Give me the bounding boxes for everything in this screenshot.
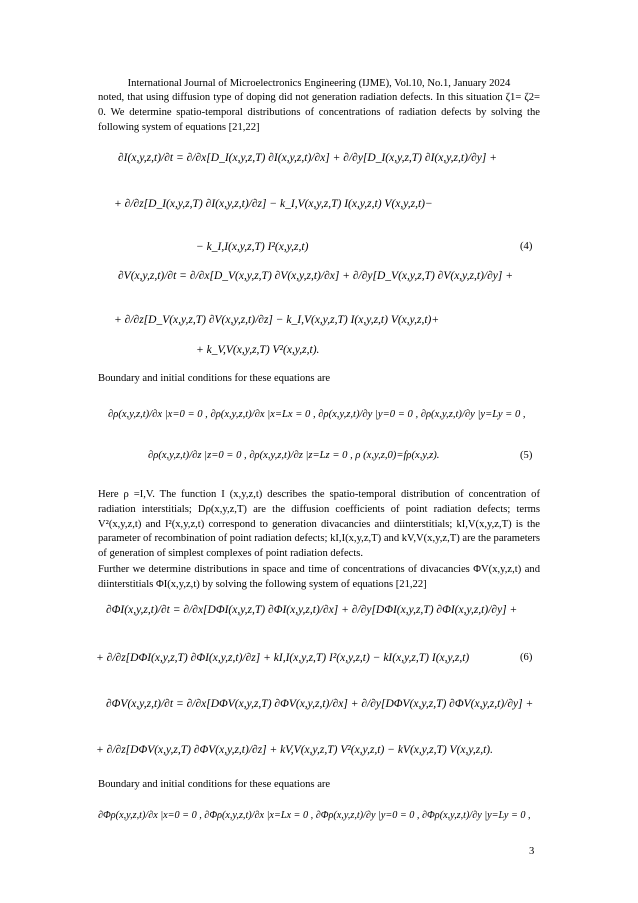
equation-7-line-1: ∂Φρ(x,y,z,t)/∂x |x=0 = 0 , ∂Φρ(x,y,z,t)/∂x |x=Lx = 0 , ∂Φρ(x,y,z,t)/∂y |y=0 = 0 , ∂Φρ(x,y,z,t)/∂y |y=Ly = 0 , <box>98 810 531 821</box>
equation-6-line-3: ∂ΦV(x,y,z,t)/∂t = ∂/∂x[DΦV(x,y,z,T) ∂ΦV(x,y,z,t)/∂x] + ∂/∂y[DΦV(x,y,z,T) ∂ΦV(x,y,z,t)/∂y] + <box>106 698 534 710</box>
equation-4-line-2: + ∂/∂z[D_I(x,y,z,T) ∂I(x,y,z,t)/∂z] − k_I,V(x,y,z,T) I(x,y,z,t) V(x,y,z,t)− <box>114 198 433 210</box>
paragraph-definitions: Here ρ =I,V. The function I (x,y,z,t) describes the spatio-temporal distribution of concentration of radiation interstitials; Dρ(x,y,z,T) are the diffusion coefficients of point radiation defects; terms V²(x,y,z,t) and I²(x,y,z,t) correspond to generation divacancies and diinterstitials; kI,V(x,y,z,T) is the parameter of recombination of point radiation defects; kI,I(x,y,z,T) and kV,V(x,y,z,T) are the parameters of generation of simplest complexes of point radiation defects. <box>98 489 541 560</box>
journal-header: International Journal of Microelectronics Engineering (IJME), Vol.10, No.1, January 2024 <box>127 78 511 89</box>
page-number: 3 <box>529 846 535 857</box>
equation-6-line-1: ∂ΦI(x,y,z,t)/∂t = ∂/∂x[DΦI(x,y,z,T) ∂ΦI(x,y,z,t)/∂x] + ∂/∂y[DΦI(x,y,z,T) ∂ΦI(x,y,z,t)/∂y] + <box>106 604 518 616</box>
equation-4-line-6: + k_V,V(x,y,z,T) V²(x,y,z,t). <box>196 344 320 356</box>
paragraph-intro: noted, that using diffusion type of doping did not generation radiation defects. In this situation ζ1= ζ2= 0. We determine spatio-temporal distributions of concentrations of radiation defects by solving the following system of equations [21,22] <box>98 92 540 133</box>
paragraph-boundary-2: Boundary and initial conditions for these equations are <box>98 779 331 790</box>
equation-4-number: (4) <box>520 241 533 252</box>
equation-5-number: (5) <box>520 450 533 461</box>
paragraph-boundary-1: Boundary and initial conditions for these equations are <box>98 373 331 384</box>
paragraph-complexes: Further we determine distributions in space and time of concentrations of divacancies ΦV(x,y,z,t) and diinterstitials ΦI(x,y,z,t) by solving the following system of equations [21,22] <box>98 564 540 590</box>
equation-6-line-4: + ∂/∂z[DΦV(x,y,z,T) ∂ΦV(x,y,z,t)/∂z] + kV,V(x,y,z,T) V²(x,y,z,t) − kV(x,y,z,T) V(x,y,z,t). <box>96 744 493 756</box>
equation-4-line-3: − k_I,I(x,y,z,T) I²(x,y,z,t) <box>196 241 309 253</box>
equation-5-line-2: ∂ρ(x,y,z,t)/∂z |z=0 = 0 , ∂ρ(x,y,z,t)/∂z |z=Lz = 0 , ρ (x,y,z,0)=fρ(x,y,z). <box>148 450 440 461</box>
equation-4-line-1: ∂I(x,y,z,t)/∂t = ∂/∂x[D_I(x,y,z,T) ∂I(x,y,z,t)/∂x] + ∂/∂y[D_I(x,y,z,T) ∂I(x,y,z,t)/∂y] + <box>118 152 498 164</box>
equation-6-number: (6) <box>520 652 533 663</box>
equation-4-line-5: + ∂/∂z[D_V(x,y,z,T) ∂V(x,y,z,t)/∂z] − k_I,V(x,y,z,T) I(x,y,z,t) V(x,y,z,t)+ <box>114 314 440 326</box>
equation-6-line-2: + ∂/∂z[DΦI(x,y,z,T) ∂ΦI(x,y,z,t)/∂z] + kI,I(x,y,z,T) I²(x,y,z,t) − kI(x,y,z,T) I(x,y,z,t) <box>96 652 470 664</box>
equation-4-line-4: ∂V(x,y,z,t)/∂t = ∂/∂x[D_V(x,y,z,T) ∂V(x,y,z,t)/∂x] + ∂/∂y[D_V(x,y,z,T) ∂V(x,y,z,t)/∂y] + <box>118 270 513 282</box>
equation-5-line-1: ∂ρ(x,y,z,t)/∂x |x=0 = 0 , ∂ρ(x,y,z,t)/∂x |x=Lx = 0 , ∂ρ(x,y,z,t)/∂y |y=0 = 0 , ∂ρ(x,y,z,t)/∂y |y=Ly = 0 , <box>108 409 526 420</box>
